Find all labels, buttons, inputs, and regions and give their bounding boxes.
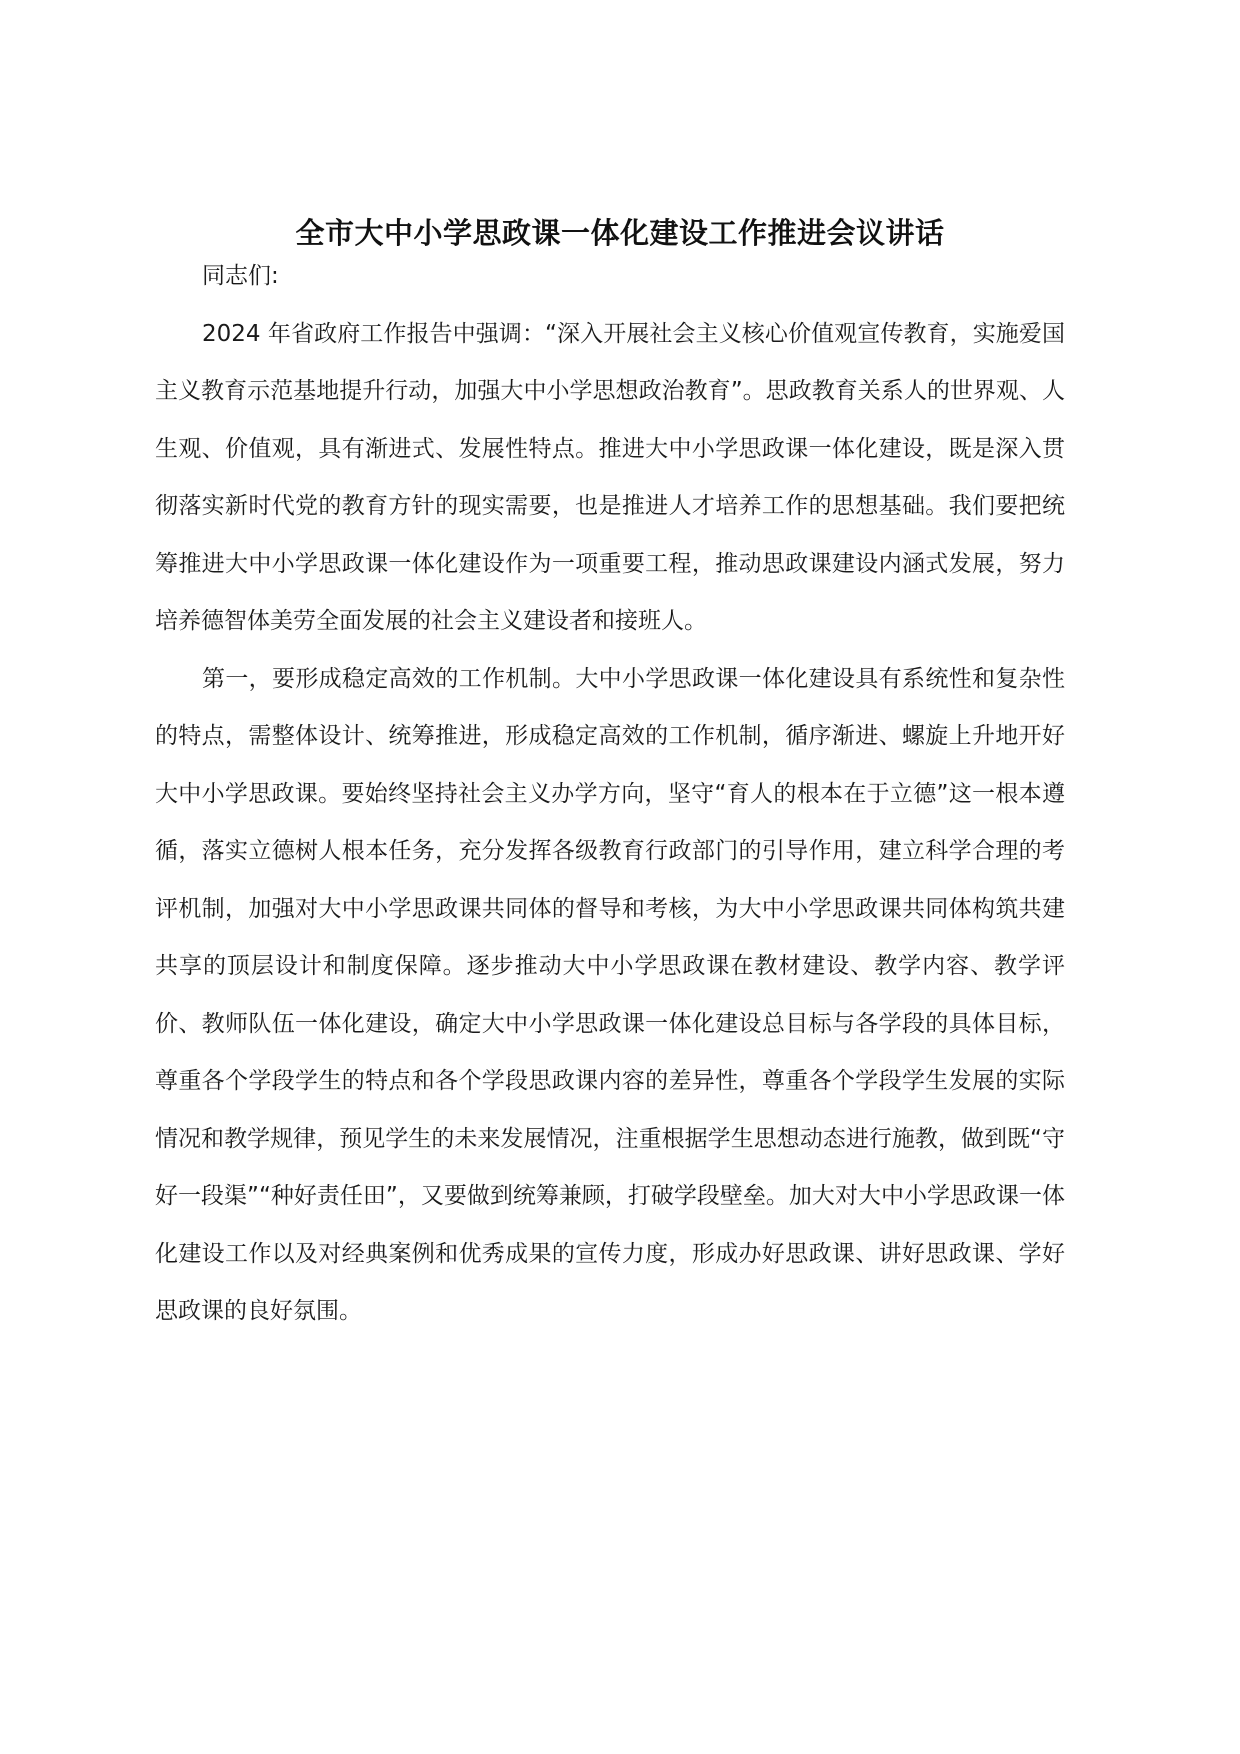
document-title: 全市大中小学思政课一体化建设工作推进会议讲话 xyxy=(295,216,945,251)
paragraph-first-point: 第一，要形成稳定高效的工作机制。大中小学思政课一体化建设具有系统性和复杂性的特点，需整体设计、统筹推进，形成稳定高效的工作机制，循序渐进、螺旋上升地开好大中小学思政课。要始终坚持社会主义办学方向，坚守“育人的根本在于立德”这一根本遵循，落实立德树人根本任务，充分发挥各级教育行政部门的引导作用，建立科学合理的考评机制，加强对大中小学思政课共同体的督导和考核，为大中小学思政课共同体构筑共建共享的顶层设计和制度保障。逐步推动大中小学思政课在教材建设、教学内容、教学评价、教师队伍一体化建设，确定大中小学思政课一体化建设总目标与各学段的具体目标，尊重各个学段学生的特点和各个学段思政课内容的差异性，尊重各个学段学生发展的实际情况和教学规律，预见学生的未来发展情况，注重根据学生思想动态进行施教，做到既“守好一段渠”“种好责任田”，又要做到统筹兼顾，打破学段壁垒。加大对大中小学思政课一体化建设工作以及对经典案例和优秀成果的宣传力度，形成办好思政课、讲好思政课、学好思政课的良好氛围。 xyxy=(155,665,1065,1324)
document-body xyxy=(155,248,1065,1341)
paragraph-intro: 2024 年省政府工作报告中强调：“深入开展社会主义核心价值观宣传教育，实施爱国主义教育示范基地提升行动，加强大中小学思想政治教育”。思政教育关系人的世界观、人生观、价值观，具有渐进式、发展性特点。推进大中小学思政课一体化建设，既是深入贯彻落实新时代党的教育方针的现实需要，也是推进人才培养工作的思想基础。我们要把统筹推进大中小学思政课一体化建设作为一项重要工程，推动思政课建设内涵式发展，努力培养德智体美劳全面发展的社会主义建设者和接班人。 xyxy=(155,320,1065,634)
greeting-line: 同志们: xyxy=(202,263,279,289)
